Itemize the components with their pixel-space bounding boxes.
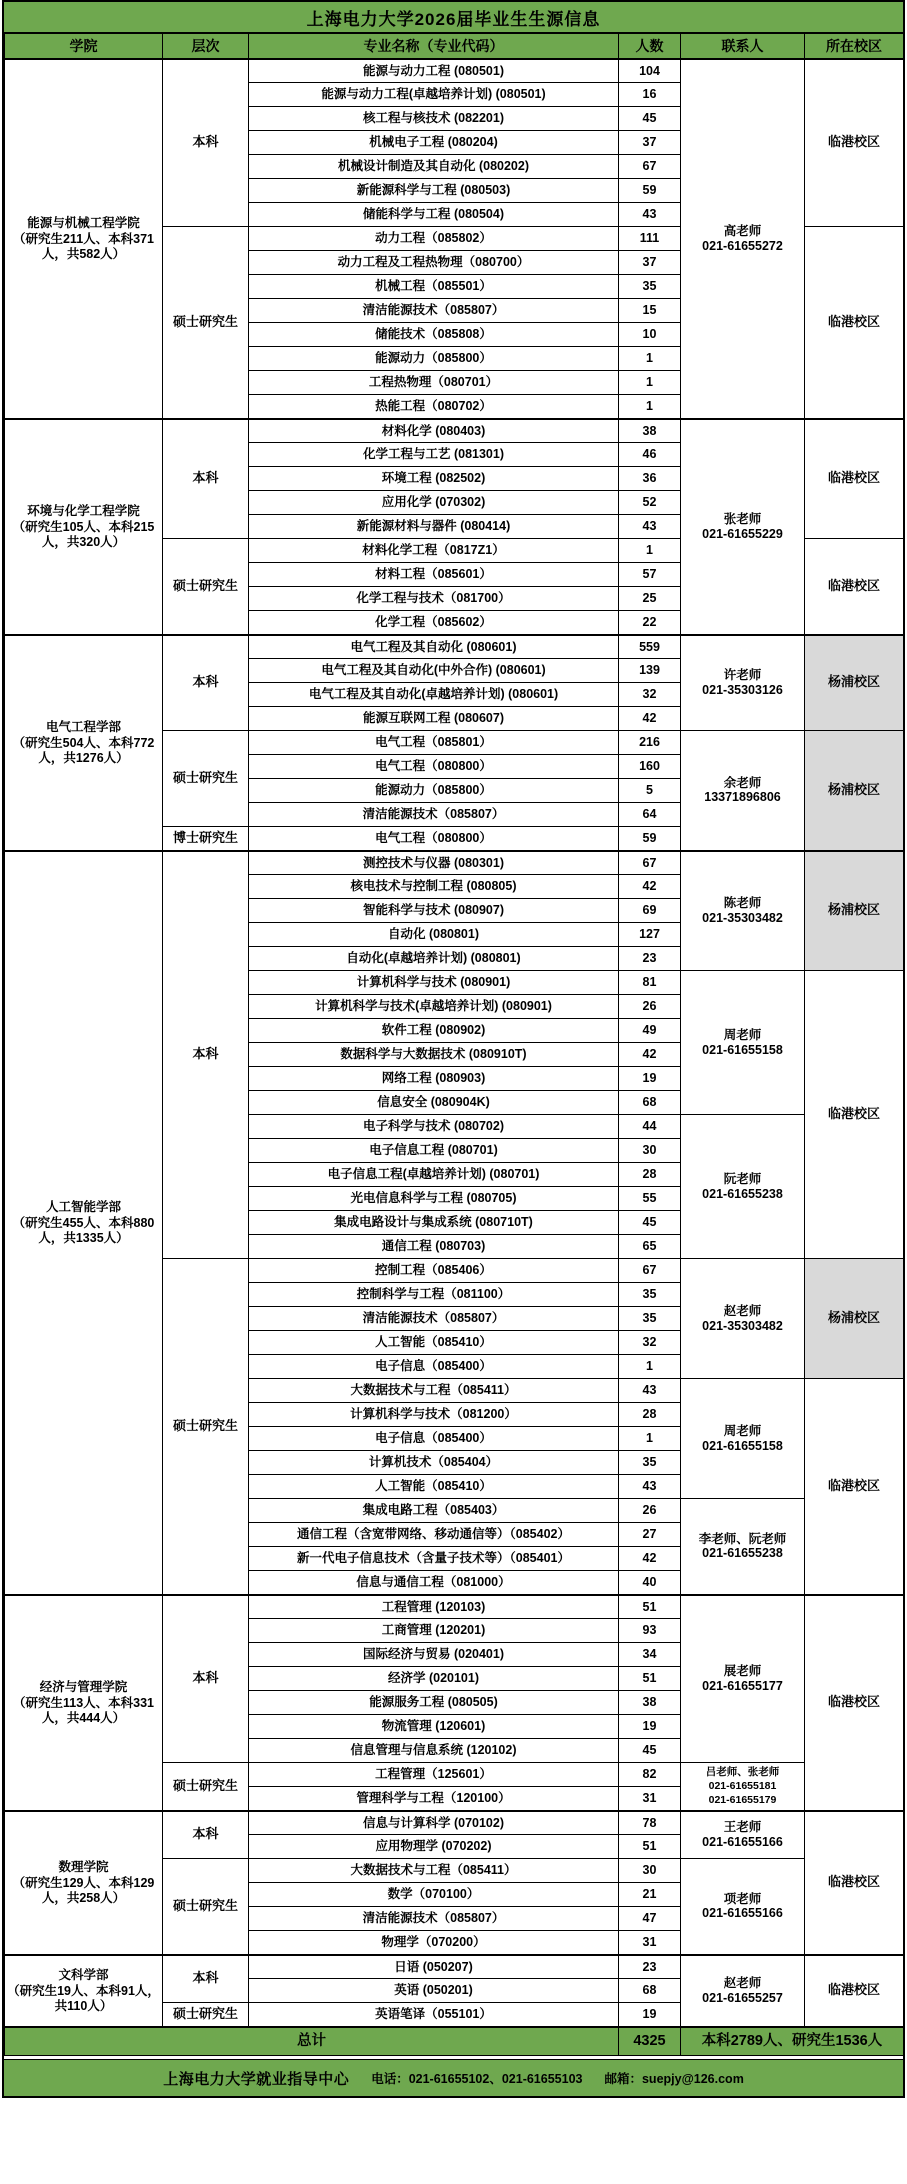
level-cell: 硕士研究生 <box>163 1763 249 1811</box>
count-cell: 64 <box>619 803 681 827</box>
major-cell: 控制科学与工程（081100） <box>249 1283 619 1307</box>
major-cell: 能源动力（085800） <box>249 779 619 803</box>
major-cell: 核电技术与控制工程 (080805) <box>249 875 619 899</box>
level-cell: 硕士研究生 <box>163 2003 249 2027</box>
major-cell: 新能源材料与器件 (080414) <box>249 515 619 539</box>
contact-line: 赵老师 <box>723 1976 762 1991</box>
major-cell: 环境工程 (082502) <box>249 467 619 491</box>
footer-center-name: 上海电力大学就业指导中心 <box>163 2070 350 2088</box>
spreadsheet <box>2 0 905 2098</box>
count-cell: 42 <box>619 707 681 731</box>
count-cell: 37 <box>619 131 681 155</box>
count-cell: 10 <box>619 323 681 347</box>
college-name: 人工智能学部 <box>45 1199 121 1214</box>
count-cell: 38 <box>619 419 681 443</box>
count-cell: 49 <box>619 1019 681 1043</box>
contact-line: 陈老师 <box>723 896 762 911</box>
count-cell: 47 <box>619 1907 681 1931</box>
major-cell: 材料化学 (080403) <box>249 419 619 443</box>
count-cell: 5 <box>619 779 681 803</box>
major-cell: 工程管理 (120103) <box>249 1595 619 1619</box>
campus-cell: 临港校区 <box>805 1595 904 1811</box>
campus-cell: 临港校区 <box>805 419 904 539</box>
count-cell: 35 <box>619 275 681 299</box>
major-cell: 信息与通信工程（081000） <box>249 1571 619 1595</box>
count-cell: 45 <box>619 1211 681 1235</box>
count-cell: 19 <box>619 2003 681 2027</box>
major-cell: 电气工程及其自动化 (080601) <box>249 635 619 659</box>
count-cell: 19 <box>619 1067 681 1091</box>
major-cell: 机械工程（085501） <box>249 275 619 299</box>
major-cell: 能源与动力工程 (080501) <box>249 59 619 83</box>
footer <box>4 2059 903 2096</box>
count-cell: 22 <box>619 611 681 635</box>
contact-line: 张老师 <box>723 512 762 527</box>
contact-cell <box>681 1499 805 1595</box>
major-cell: 信息安全 (080904K) <box>249 1091 619 1115</box>
major-cell: 热能工程（080702） <box>249 395 619 419</box>
major-cell: 集成电路工程（085403） <box>249 1499 619 1523</box>
contact-line: 周老师 <box>723 1028 762 1043</box>
major-cell: 清洁能源技术（085807） <box>249 1907 619 1931</box>
major-cell: 控制工程（085406） <box>249 1259 619 1283</box>
contact-cell <box>681 1595 805 1763</box>
contact-line: 021-61655166 <box>702 1906 783 1921</box>
major-cell: 电子信息（085400） <box>249 1427 619 1451</box>
contact-cell <box>681 1259 805 1379</box>
table-header <box>5 34 904 59</box>
contact-cell <box>681 1763 805 1811</box>
major-cell: 新能源科学与工程 (080503) <box>249 179 619 203</box>
contact-line: 阮老师 <box>723 1172 762 1187</box>
major-cell: 能源服务工程 (080505) <box>249 1691 619 1715</box>
contact-cell <box>681 731 805 851</box>
count-cell: 31 <box>619 1787 681 1811</box>
contact-line: 021-61655179 <box>708 1794 777 1807</box>
count-cell: 35 <box>619 1307 681 1331</box>
level-cell: 硕士研究生 <box>163 227 249 419</box>
major-cell: 计算机科学与技术 (080901) <box>249 971 619 995</box>
count-cell: 43 <box>619 1475 681 1499</box>
campus-cell: 临港校区 <box>805 227 904 419</box>
campus-cell: 临港校区 <box>805 1955 904 2027</box>
major-cell: 管理科学与工程（120100） <box>249 1787 619 1811</box>
contact-cell <box>681 1859 805 1955</box>
college-cell <box>5 419 163 635</box>
major-cell: 工程管理（125601） <box>249 1763 619 1787</box>
contact-cell <box>681 635 805 731</box>
major-cell: 电气工程（080800） <box>249 827 619 851</box>
count-cell: 16 <box>619 83 681 107</box>
major-cell: 动力工程及工程热物理（080700） <box>249 251 619 275</box>
level-cell: 本科 <box>163 1811 249 1859</box>
campus-cell: 临港校区 <box>805 971 904 1259</box>
major-cell: 智能科学与技术 (080907) <box>249 899 619 923</box>
count-cell: 57 <box>619 563 681 587</box>
total-label-cell: 总计 <box>5 2027 619 2056</box>
major-cell: 工商管理 (120201) <box>249 1619 619 1643</box>
contact-line: 021-61655181 <box>708 1780 777 1793</box>
count-cell: 46 <box>619 443 681 467</box>
count-cell: 40 <box>619 1571 681 1595</box>
college-cell <box>5 1595 163 1811</box>
count-cell: 25 <box>619 587 681 611</box>
major-cell: 英语笔译（055101） <box>249 2003 619 2027</box>
major-cell: 人工智能（085410） <box>249 1331 619 1355</box>
count-cell: 30 <box>619 1859 681 1883</box>
count-cell: 15 <box>619 299 681 323</box>
count-cell: 104 <box>619 59 681 83</box>
major-cell: 动力工程（085802） <box>249 227 619 251</box>
major-cell: 经济学 (020101) <box>249 1667 619 1691</box>
college-name: 经济与管理学院 <box>39 1679 128 1694</box>
campus-cell: 杨浦校区 <box>805 851 904 971</box>
campus-cell: 临港校区 <box>805 1811 904 1955</box>
major-cell: 自动化(卓越培养计划) (080801) <box>249 947 619 971</box>
major-cell: 工程热物理（080701） <box>249 371 619 395</box>
count-cell: 52 <box>619 491 681 515</box>
count-cell: 51 <box>619 1595 681 1619</box>
college-cell <box>5 635 163 851</box>
college-cell <box>5 851 163 1595</box>
level-cell: 博士研究生 <box>163 827 249 851</box>
count-cell: 23 <box>619 947 681 971</box>
count-cell: 93 <box>619 1619 681 1643</box>
campus-cell: 杨浦校区 <box>805 1259 904 1379</box>
college-name: 数理学院 <box>58 1859 109 1874</box>
roster-table <box>4 33 904 2056</box>
count-cell: 1 <box>619 347 681 371</box>
major-cell: 信息与计算科学 (070102) <box>249 1811 619 1835</box>
major-cell: 电子科学与技术 (080702) <box>249 1115 619 1139</box>
contact-line: 021-35303482 <box>702 1318 783 1333</box>
count-cell: 42 <box>619 1043 681 1067</box>
level-cell: 本科 <box>163 59 249 227</box>
contact-line: 王老师 <box>723 1820 762 1835</box>
major-cell: 集成电路设计与集成系统 (080710T) <box>249 1211 619 1235</box>
count-cell: 51 <box>619 1835 681 1859</box>
major-cell: 电气工程及其自动化(中外合作) (080601) <box>249 659 619 683</box>
campus-cell: 杨浦校区 <box>805 731 904 851</box>
campus-cell: 杨浦校区 <box>805 635 904 731</box>
major-cell: 机械电子工程 (080204) <box>249 131 619 155</box>
major-cell: 材料化学工程（0817Z1） <box>249 539 619 563</box>
level-cell: 硕士研究生 <box>163 1859 249 1955</box>
count-cell: 127 <box>619 923 681 947</box>
contact-cell <box>681 851 805 971</box>
major-cell: 化学工程与工艺 (081301) <box>249 443 619 467</box>
major-cell: 测控技术与仪器 (080301) <box>249 851 619 875</box>
count-cell: 34 <box>619 1643 681 1667</box>
count-cell: 38 <box>619 1691 681 1715</box>
count-cell: 68 <box>619 1979 681 2003</box>
count-cell: 35 <box>619 1283 681 1307</box>
college-name: 电气工程学部 <box>45 719 121 734</box>
count-cell: 32 <box>619 683 681 707</box>
count-cell: 44 <box>619 1115 681 1139</box>
major-cell: 计算机技术（085404） <box>249 1451 619 1475</box>
major-cell: 日语 (050207) <box>249 1955 619 1979</box>
major-cell: 应用化学 (070302) <box>249 491 619 515</box>
major-cell: 应用物理学 (070202) <box>249 1835 619 1859</box>
college-name: 能源与机械工程学院 <box>27 215 140 230</box>
level-cell: 本科 <box>163 635 249 731</box>
count-cell: 68 <box>619 1091 681 1115</box>
level-cell: 硕士研究生 <box>163 539 249 635</box>
count-cell: 43 <box>619 1379 681 1403</box>
contact-line: 021-35303126 <box>702 682 783 697</box>
major-cell: 新一代电子信息技术（含量子技术等）（085401） <box>249 1547 619 1571</box>
major-cell: 能源动力（085800） <box>249 347 619 371</box>
column-header-3: 人数 <box>619 34 681 59</box>
contact-line: 展老师 <box>723 1664 762 1679</box>
contact-line: 项老师 <box>723 1891 762 1906</box>
count-cell: 51 <box>619 1667 681 1691</box>
major-cell: 电气工程（080800） <box>249 755 619 779</box>
footer-email: 邮箱：suepjy@126.com <box>604 2072 744 2086</box>
contact-line: 021-61655272 <box>702 238 783 253</box>
count-cell: 1 <box>619 371 681 395</box>
count-cell: 30 <box>619 1139 681 1163</box>
contact-line: 021-61655257 <box>702 1990 783 2005</box>
count-cell: 59 <box>619 179 681 203</box>
count-cell: 36 <box>619 467 681 491</box>
major-cell: 软件工程 (080902) <box>249 1019 619 1043</box>
contact-line: 许老师 <box>723 668 762 683</box>
total-breakdown-cell: 本科2789人、研究生1536人 <box>681 2027 904 2056</box>
count-cell: 28 <box>619 1403 681 1427</box>
count-cell: 26 <box>619 1499 681 1523</box>
contact-cell <box>681 1379 805 1499</box>
count-cell: 45 <box>619 1739 681 1763</box>
count-cell: 19 <box>619 1715 681 1739</box>
count-cell: 216 <box>619 731 681 755</box>
table-title: 上海电力大学2026届毕业生生源信息 <box>4 2 903 33</box>
major-cell: 机械设计制造及其自动化 (080202) <box>249 155 619 179</box>
level-cell: 本科 <box>163 419 249 539</box>
college-detail: （研究生129人、本科129人，共258人） <box>12 1876 155 1905</box>
contact-cell <box>681 59 805 419</box>
count-cell: 1 <box>619 539 681 563</box>
college-detail: （研究生113人、本科331人，共444人） <box>12 1696 155 1725</box>
college-detail: （研究生455人、本科880人，共1335人） <box>12 1216 155 1245</box>
count-cell: 67 <box>619 851 681 875</box>
major-cell: 能源与动力工程(卓越培养计划) (080501) <box>249 83 619 107</box>
count-cell: 43 <box>619 203 681 227</box>
major-cell: 材料工程（085601） <box>249 563 619 587</box>
count-cell: 559 <box>619 635 681 659</box>
contact-cell <box>681 1115 805 1259</box>
college-cell <box>5 59 163 419</box>
count-cell: 78 <box>619 1811 681 1835</box>
college-detail: （研究生19人、本科91人，共110人） <box>7 1984 160 2013</box>
column-header-2: 专业名称（专业代码） <box>249 34 619 59</box>
contact-line: 021-61655238 <box>702 1546 783 1561</box>
major-cell: 大数据技术与工程（085411） <box>249 1379 619 1403</box>
level-cell: 本科 <box>163 1955 249 2003</box>
count-cell: 43 <box>619 515 681 539</box>
contact-line: 021-61655166 <box>702 1834 783 1849</box>
major-cell: 电子信息（085400） <box>249 1355 619 1379</box>
column-header-1: 层次 <box>163 34 249 59</box>
level-cell: 硕士研究生 <box>163 1259 249 1595</box>
major-cell: 数学（070100） <box>249 1883 619 1907</box>
major-cell: 电子信息工程(卓越培养计划) (080701) <box>249 1163 619 1187</box>
major-cell: 清洁能源技术（085807） <box>249 299 619 323</box>
major-cell: 电气工程及其自动化(卓越培养计划) (080601) <box>249 683 619 707</box>
count-cell: 69 <box>619 899 681 923</box>
count-cell: 55 <box>619 1187 681 1211</box>
contact-line: 吕老师、张老师 <box>705 1765 780 1778</box>
contact-line: 021-61655177 <box>702 1678 783 1693</box>
level-cell: 本科 <box>163 1595 249 1763</box>
count-cell: 67 <box>619 1259 681 1283</box>
campus-cell: 临港校区 <box>805 539 904 635</box>
level-cell: 本科 <box>163 851 249 1259</box>
footer-phone: 电话：021-61655102、021-61655103 <box>371 2072 583 2086</box>
count-cell: 27 <box>619 1523 681 1547</box>
count-cell: 67 <box>619 155 681 179</box>
column-header-4: 联系人 <box>681 34 805 59</box>
contact-line: 李老师、阮老师 <box>698 1531 787 1546</box>
major-cell: 通信工程（含宽带网络、移动通信等）（085402） <box>249 1523 619 1547</box>
count-cell: 82 <box>619 1763 681 1787</box>
total-count-cell: 4325 <box>619 2027 681 2056</box>
count-cell: 1 <box>619 395 681 419</box>
count-cell: 31 <box>619 1931 681 1955</box>
count-cell: 139 <box>619 659 681 683</box>
column-header-5: 所在校区 <box>805 34 904 59</box>
count-cell: 65 <box>619 1235 681 1259</box>
major-cell: 光电信息科学与工程 (080705) <box>249 1187 619 1211</box>
major-cell: 化学工程（085602） <box>249 611 619 635</box>
major-cell: 网络工程 (080903) <box>249 1067 619 1091</box>
college-cell <box>5 1955 163 2027</box>
contact-line: 赵老师 <box>723 1304 762 1319</box>
count-cell: 32 <box>619 1331 681 1355</box>
major-cell: 核工程与核技术 (082201) <box>249 107 619 131</box>
count-cell: 28 <box>619 1163 681 1187</box>
major-cell: 计算机科学与技术(卓越培养计划) (080901) <box>249 995 619 1019</box>
contact-line: 021-61655158 <box>702 1438 783 1453</box>
contact-line: 021-61655158 <box>702 1042 783 1057</box>
college-detail: （研究生105人、本科215人，共320人） <box>12 520 155 549</box>
count-cell: 1 <box>619 1427 681 1451</box>
contact-line: 余老师 <box>723 775 762 790</box>
major-cell: 物理学（070200） <box>249 1931 619 1955</box>
level-cell: 硕士研究生 <box>163 731 249 827</box>
count-cell: 23 <box>619 1955 681 1979</box>
contact-line: 021-35303482 <box>702 910 783 925</box>
contact-line: 021-61655238 <box>702 1186 783 1201</box>
major-cell: 清洁能源技术（085807） <box>249 803 619 827</box>
major-cell: 清洁能源技术（085807） <box>249 1307 619 1331</box>
count-cell: 59 <box>619 827 681 851</box>
major-cell: 自动化 (080801) <box>249 923 619 947</box>
count-cell: 26 <box>619 995 681 1019</box>
major-cell: 电子信息工程 (080701) <box>249 1139 619 1163</box>
count-cell: 42 <box>619 1547 681 1571</box>
contact-cell <box>681 419 805 635</box>
count-cell: 37 <box>619 251 681 275</box>
major-cell: 英语 (050201) <box>249 1979 619 2003</box>
major-cell: 通信工程 (080703) <box>249 1235 619 1259</box>
college-detail: （研究生504人、本科772人，共1276人） <box>12 736 155 765</box>
contact-line: 周老师 <box>723 1424 762 1439</box>
count-cell: 1 <box>619 1355 681 1379</box>
contact-line: 13371896806 <box>704 790 781 805</box>
count-cell: 111 <box>619 227 681 251</box>
major-cell: 国际经济与贸易 (020401) <box>249 1643 619 1667</box>
column-header-0: 学院 <box>5 34 163 59</box>
major-cell: 化学工程与技术（081700） <box>249 587 619 611</box>
college-cell <box>5 1811 163 1955</box>
campus-cell: 临港校区 <box>805 1379 904 1595</box>
count-cell: 35 <box>619 1451 681 1475</box>
count-cell: 160 <box>619 755 681 779</box>
major-cell: 物流管理 (120601) <box>249 1715 619 1739</box>
count-cell: 45 <box>619 107 681 131</box>
count-cell: 21 <box>619 1883 681 1907</box>
count-cell: 81 <box>619 971 681 995</box>
college-detail: （研究生211人、本科371人，共582人） <box>12 232 155 261</box>
college-name: 环境与化学工程学院 <box>27 503 140 518</box>
major-cell: 数据科学与大数据技术 (080910T) <box>249 1043 619 1067</box>
major-cell: 能源互联网工程 (080607) <box>249 707 619 731</box>
contact-line: 021-61655229 <box>702 526 783 541</box>
count-cell: 42 <box>619 875 681 899</box>
contact-line: 高老师 <box>723 224 762 239</box>
college-name: 文科学部 <box>58 1967 109 1982</box>
major-cell: 储能科学与工程 (080504) <box>249 203 619 227</box>
major-cell: 人工智能（085410） <box>249 1475 619 1499</box>
major-cell: 储能技术（085808） <box>249 323 619 347</box>
contact-cell <box>681 1955 805 2027</box>
contact-cell <box>681 971 805 1115</box>
contact-cell <box>681 1811 805 1859</box>
major-cell: 电气工程（085801） <box>249 731 619 755</box>
campus-cell: 临港校区 <box>805 59 904 227</box>
major-cell: 信息管理与信息系统 (120102) <box>249 1739 619 1763</box>
major-cell: 计算机科学与技术（081200） <box>249 1403 619 1427</box>
major-cell: 大数据技术与工程（085411） <box>249 1859 619 1883</box>
